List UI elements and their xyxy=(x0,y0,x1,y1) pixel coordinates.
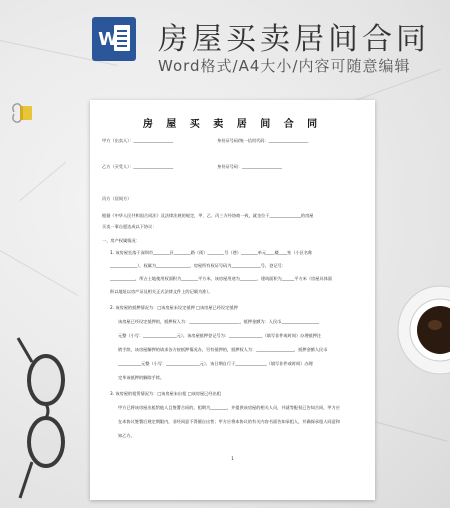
section-heading: 一、房产权属情况： xyxy=(102,238,140,243)
clause-text: 元整（小写：________________元）。该房屋抵押登记号为：________________（填写非件或时间）办理抵押注 xyxy=(118,333,322,338)
marble-vein xyxy=(370,420,448,442)
marble-vein xyxy=(0,250,78,296)
clause-text: 在本协议签署后规定期限内，非经同意不得擅自出售；甲方应将本协议的有关内容书面告知承租人，并确保承租人同意和 xyxy=(118,419,340,424)
clause-text: ___________元整（小写：________________元），该日期自行于_______________（填写非件或时间）办理 xyxy=(118,361,313,366)
intro-text: 根据《中华人民共和国合同法》及法律法规的规定，甲、乙、丙三方经协商一致，就坐位于_______________的房屋 xyxy=(102,213,314,218)
party-a-id-field: 身份证号码/统一信用代码：___________________ xyxy=(217,138,309,143)
party-a-field: 甲方（出卖人）：___________________ xyxy=(102,138,174,143)
clause-text: 销手续，该房屋解押的请求各方按抵押情况办，另有抵押的，抵押权人为：__________________，抵押金额人民币 xyxy=(118,347,328,352)
document-title: 房 屋 买 卖 居 间 合 同 xyxy=(142,119,323,130)
party-b-field: 乙方（买受人）：___________________ xyxy=(102,164,174,169)
marble-vein xyxy=(20,162,67,201)
party-c-field: 丙方（居间方） xyxy=(102,196,132,201)
clause-text: 完毕该抵押的解除手续。 xyxy=(118,375,165,380)
clause-text: 2. 该房屋的抵押情况为：□该房屋未设定抵押 □该房屋已经设定抵押 xyxy=(110,305,238,310)
header-banner xyxy=(0,0,450,90)
page-number: 1 xyxy=(231,456,234,461)
clause-text: 甲方已将该房屋出租给他人且签署合同的，租期为________，并提供该房屋的相关人员，并就等配权已告知合同，甲方应 xyxy=(118,405,340,410)
contract-page xyxy=(90,100,375,500)
word-icon: W xyxy=(92,17,136,61)
eyeglasses-icon xyxy=(8,330,83,500)
page-title: 房屋买卖居间合同 xyxy=(158,22,430,57)
coffee-cup-icon xyxy=(395,285,450,395)
intro-text: 买卖一事自愿达成以下协议： xyxy=(102,224,157,229)
page-subtitle: Word格式/A4大小/内容可随意编辑 xyxy=(158,57,411,75)
clause-text: ____________，所占土地使用权面积为________平方米，该房屋用途为________，建筑面积为______平方米（房屋具体面 xyxy=(110,276,332,281)
clause-text: 积以地址以房产证及相关正式法律文件上的记载为准）。 xyxy=(110,289,213,294)
clause-text: 该房屋已经设定抵押的，抵押权人为：________________________，抵押金额为：人民币__________________ xyxy=(118,319,320,324)
clause-text: 知乙方。 xyxy=(118,433,135,438)
clause-text: 1. 该房屋坐落于深圳市________区________路（街）________号（巷）________单元____楼____室（小区名称 xyxy=(110,250,313,255)
party-b-id-field: 身份证号码：___________________ xyxy=(217,164,282,169)
binder-clip-icon xyxy=(10,100,36,126)
clause-text: 3. 该房屋的租赁情况为：□该房屋未出租 □该房屋已经出租 xyxy=(110,391,221,396)
clause-text: _____________），权属为________________，房屋所有权证号码为______________号，登记号： xyxy=(110,263,286,268)
